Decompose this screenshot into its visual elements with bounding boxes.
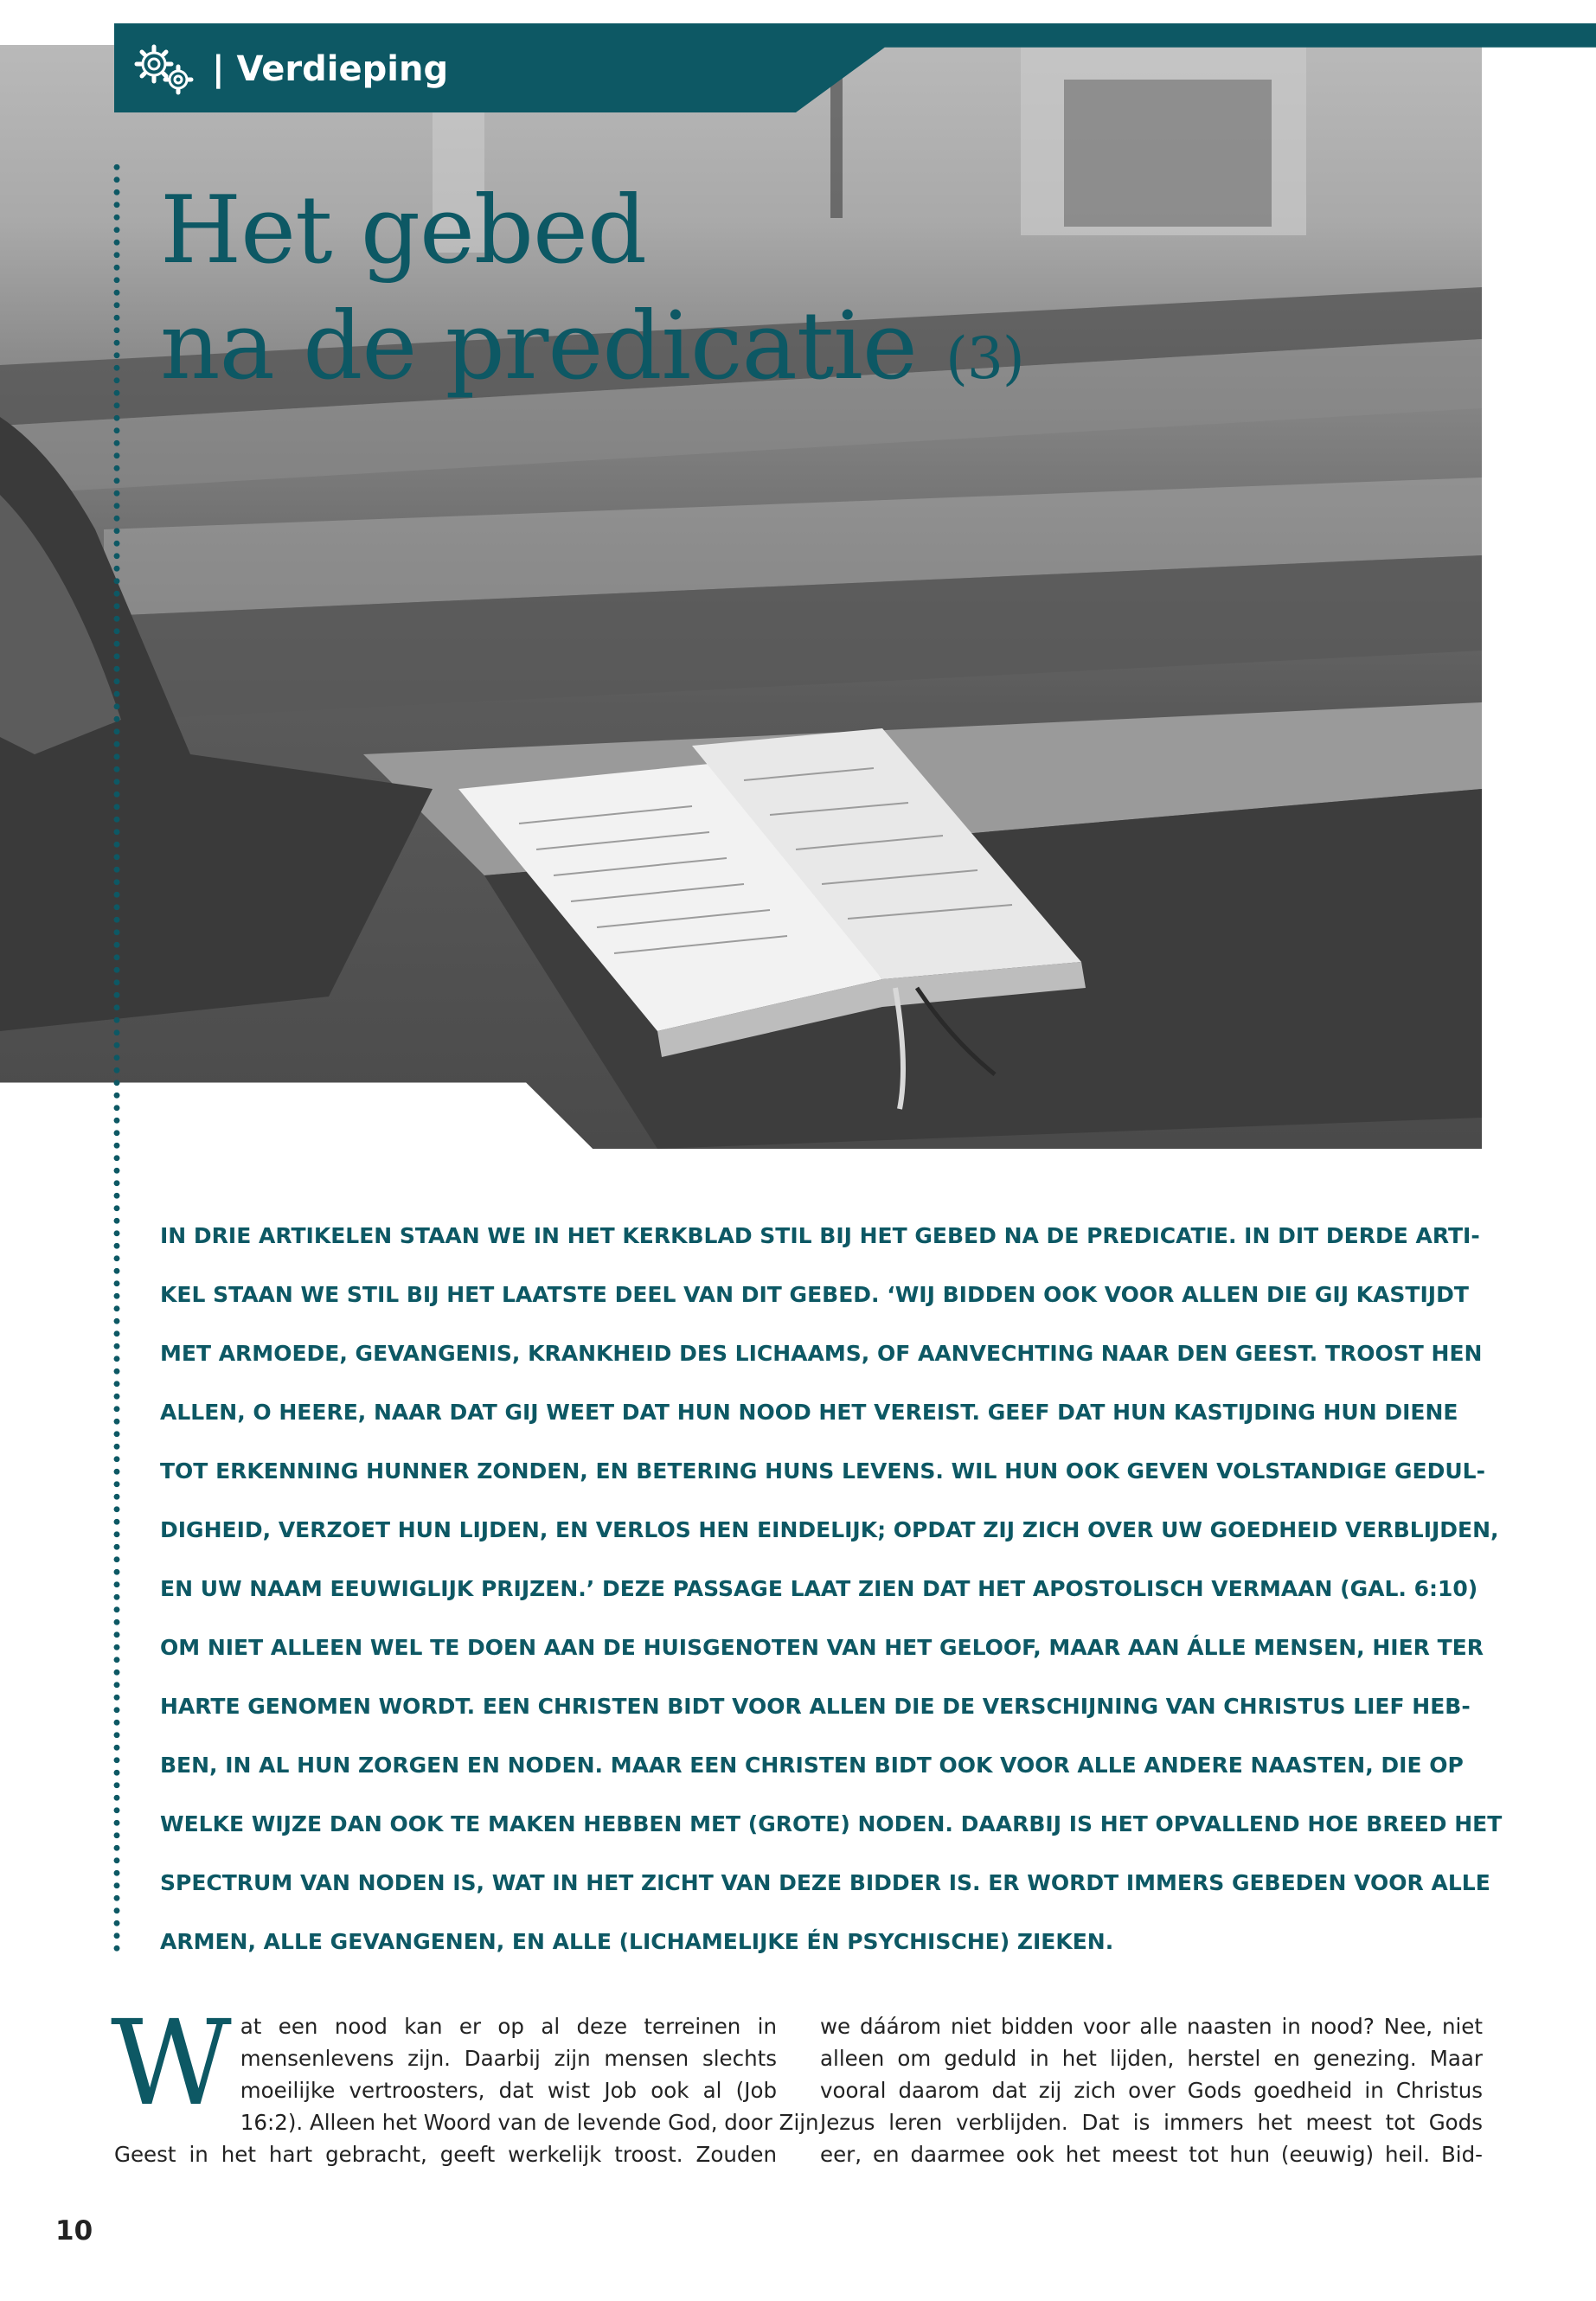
intro-line: KEL STAAN WE STIL BIJ HET LAATSTE DEEL VAN DIT GEBED. ‘WIJ BIDDEN OOK VOOR ALLEN DIE GIJ KASTIJDT — [160, 1282, 1469, 1307]
intro-line: BEN, IN AL HUN ZORGEN EN NODEN. MAAR EEN CHRISTEN BIDT OOK VOOR ALLE ANDERE NAASTEN, DIE OP — [160, 1753, 1464, 1778]
intro-line: WELKE WIJZE DAN OOK TE MAKEN HEBBEN MET (GROTE) NODEN. DAARBIJ IS HET OPVALLEND HOE BREED HET — [160, 1811, 1503, 1836]
dotted-rule — [113, 161, 120, 1952]
intro-line: HARTE GENOMEN WORDT. EEN CHRISTEN BIDT VOOR ALLEN DIE DE VERSCHIJNING VAN CHRISTUS LIEF HEB- — [160, 1694, 1471, 1719]
body-line: Jezus leren verblijden. Dat is immers het meest tot Gods — [820, 2110, 1483, 2135]
intro-line: TOT ERKENNING HUNNER ZONDEN, EN BETERING HUNS LEVENS. WIL HUN OOK GEVEN VOLSTANDIGE GEDUL- — [160, 1458, 1485, 1484]
intro-line: EN UW NAAM EEUWIGLIJK PRIJZEN.’ DEZE PASSAGE LAAT ZIEN DAT HET APOSTOLISCH VERMAAN (GAL. 6:10) — [160, 1576, 1478, 1601]
body-line: vooral daarom dat zij zich over Gods goedheid in Christus — [820, 2078, 1483, 2103]
intro-line: DIGHEID, VERZOET HUN LIJDEN, EN VERLOS HEN EINDELIJK; OPDAT ZIJ ZICH OVER UW GOEDHEID VERBLIJDEN, — [160, 1517, 1499, 1542]
body-line: moeilijke vertroosters, dat wist Job ook al (Job — [240, 2078, 777, 2103]
drop-cap: W — [111, 1996, 232, 2132]
body-line: mensenlevens zijn. Daarbij zijn mensen slechts — [240, 2046, 777, 2071]
body-line: at een nood kan er op al deze terreinen in — [240, 2014, 777, 2039]
title-number: (3) — [945, 325, 1024, 392]
body-column-left — [111, 1996, 819, 2170]
intro-line: IN DRIE ARTIKELEN STAAN WE IN HET KERKBLAD STIL BIJ HET GEBED NA DE PREDICATIE. IN DIT DERDE ARTI- — [160, 1223, 1480, 1248]
body-line: eer, en daarmee ook het meest tot hun (eeuwig) heil. Bid- — [820, 2142, 1483, 2167]
body-line: alleen om geduld in het lijden, herstel en genezing. Maar — [820, 2046, 1483, 2071]
intro-line: SPECTRUM VAN NODEN IS, WAT IN HET ZICHT VAN DEZE BIDDER IS. ER WORDT IMMERS GEBEDEN VOOR ALLE — [160, 1870, 1490, 1895]
body-line: 16:2). Alleen het Woord van de levende God, door Zijn — [240, 2110, 819, 2135]
intro-line: ALLEN, O HEERE, NAAR DAT GIJ WEET DAT HUN NOOD HET VEREIST. GEEF DAT HUN KASTIJDING HUN DIENE — [160, 1400, 1458, 1425]
body-column-right — [820, 2010, 1483, 2170]
intro-paragraph — [160, 1207, 1503, 1971]
title-line-2: na de predicatie — [160, 292, 917, 401]
intro-line: OM NIET ALLEEN WEL TE DOEN AAN DE HUISGENOTEN VAN HET GELOOF, MAAR AAN ÁLLE MENSEN, HIER TER — [160, 1635, 1484, 1660]
page-number: 10 — [55, 2215, 93, 2247]
section-label: | Verdieping — [212, 49, 449, 89]
intro-line: MET ARMOEDE, GEVANGENIS, KRANKHEID DES LICHAAMS, OF AANVECHTING NAAR DEN GEEST. TROOST HEN — [160, 1341, 1483, 1366]
body-line: we dáárom niet bidden voor alle naasten in nood? Nee, niet — [820, 2014, 1483, 2039]
article-title — [160, 173, 1024, 417]
intro-line: ARMEN, ALLE GEVANGENEN, EN ALLE (LICHAMELIJKE ÉN PSYCHISCHE) ZIEKEN. — [160, 1929, 1114, 1954]
body-line: Geest in het hart gebracht, geeft werkelijk troost. Zouden — [114, 2142, 777, 2167]
gears-icon — [131, 42, 199, 99]
title-line-1: Het gebed — [160, 176, 647, 285]
